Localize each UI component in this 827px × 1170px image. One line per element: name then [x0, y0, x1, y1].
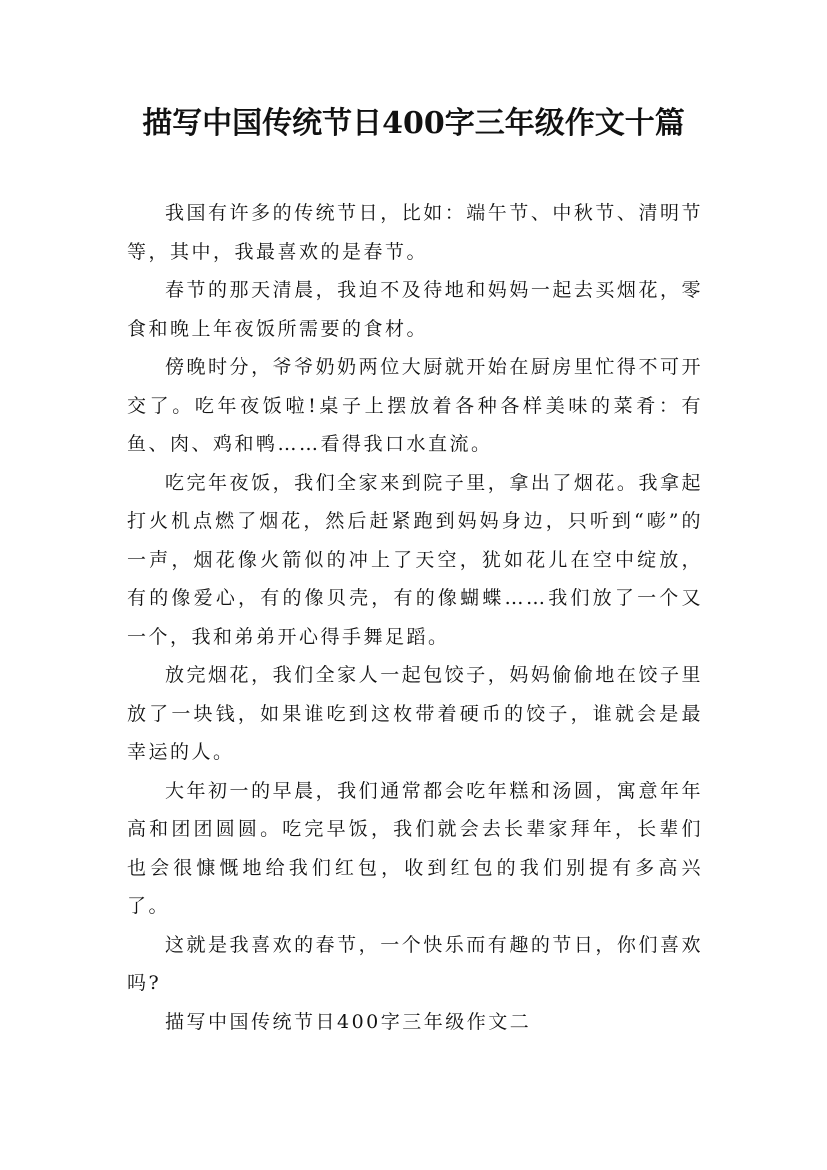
- section-heading: 描写中国传统节日400字三年级作文二: [165, 1010, 532, 1033]
- paragraph: 傍晚时分，爷爷奶奶两位大厨就开始在厨房里忙得不可开交了。吃年夜饭啦!桌子上摆放着各种各样美味的菜肴：有鱼、肉、鸡和鸭……看得我口水直流。: [127, 356, 703, 455]
- paragraph: 放完烟花，我们全家人一起包饺子，妈妈偷偷地在饺子里放了一块钱，如果谁吃到这枚带着硬币的饺子，谁就会是最幸运的人。: [127, 664, 703, 763]
- document-title: 描写中国传统节日400字三年级作文十篇: [142, 106, 685, 141]
- paragraph: 这就是我喜欢的春节，一个快乐而有趣的节日，你们喜欢吗?: [127, 933, 703, 994]
- paragraph: 大年初一的早晨，我们通常都会吃年糕和汤圆，寓意年年高和团团圆圆。吃完早饭，我们就会去长辈家拜年，长辈们也会很慷慨地给我们红包，收到红包的我们别提有多高兴了。: [127, 779, 703, 917]
- paragraph: 春节的那天清晨，我迫不及待地和妈妈一起去买烟花，零食和晚上年夜饭所需要的食材。: [127, 279, 703, 340]
- paragraph: 吃完年夜饭，我们全家来到院子里，拿出了烟花。我拿起打火机点燃了烟花，然后赶紧跑到妈妈身边，只听到“嘭”的一声，烟花像火箭似的冲上了天空，犹如花儿在空中绽放，有的像爱心，有的像贝壳，有的像蝴蝶……我们放了一个又一个，我和弟弟开心得手舞足蹈。: [127, 471, 703, 648]
- document-body: [127, 194, 703, 1041]
- paragraph: 我国有许多的传统节日，比如：端午节、中秋节、清明节等，其中，我最喜欢的是春节。: [127, 202, 703, 263]
